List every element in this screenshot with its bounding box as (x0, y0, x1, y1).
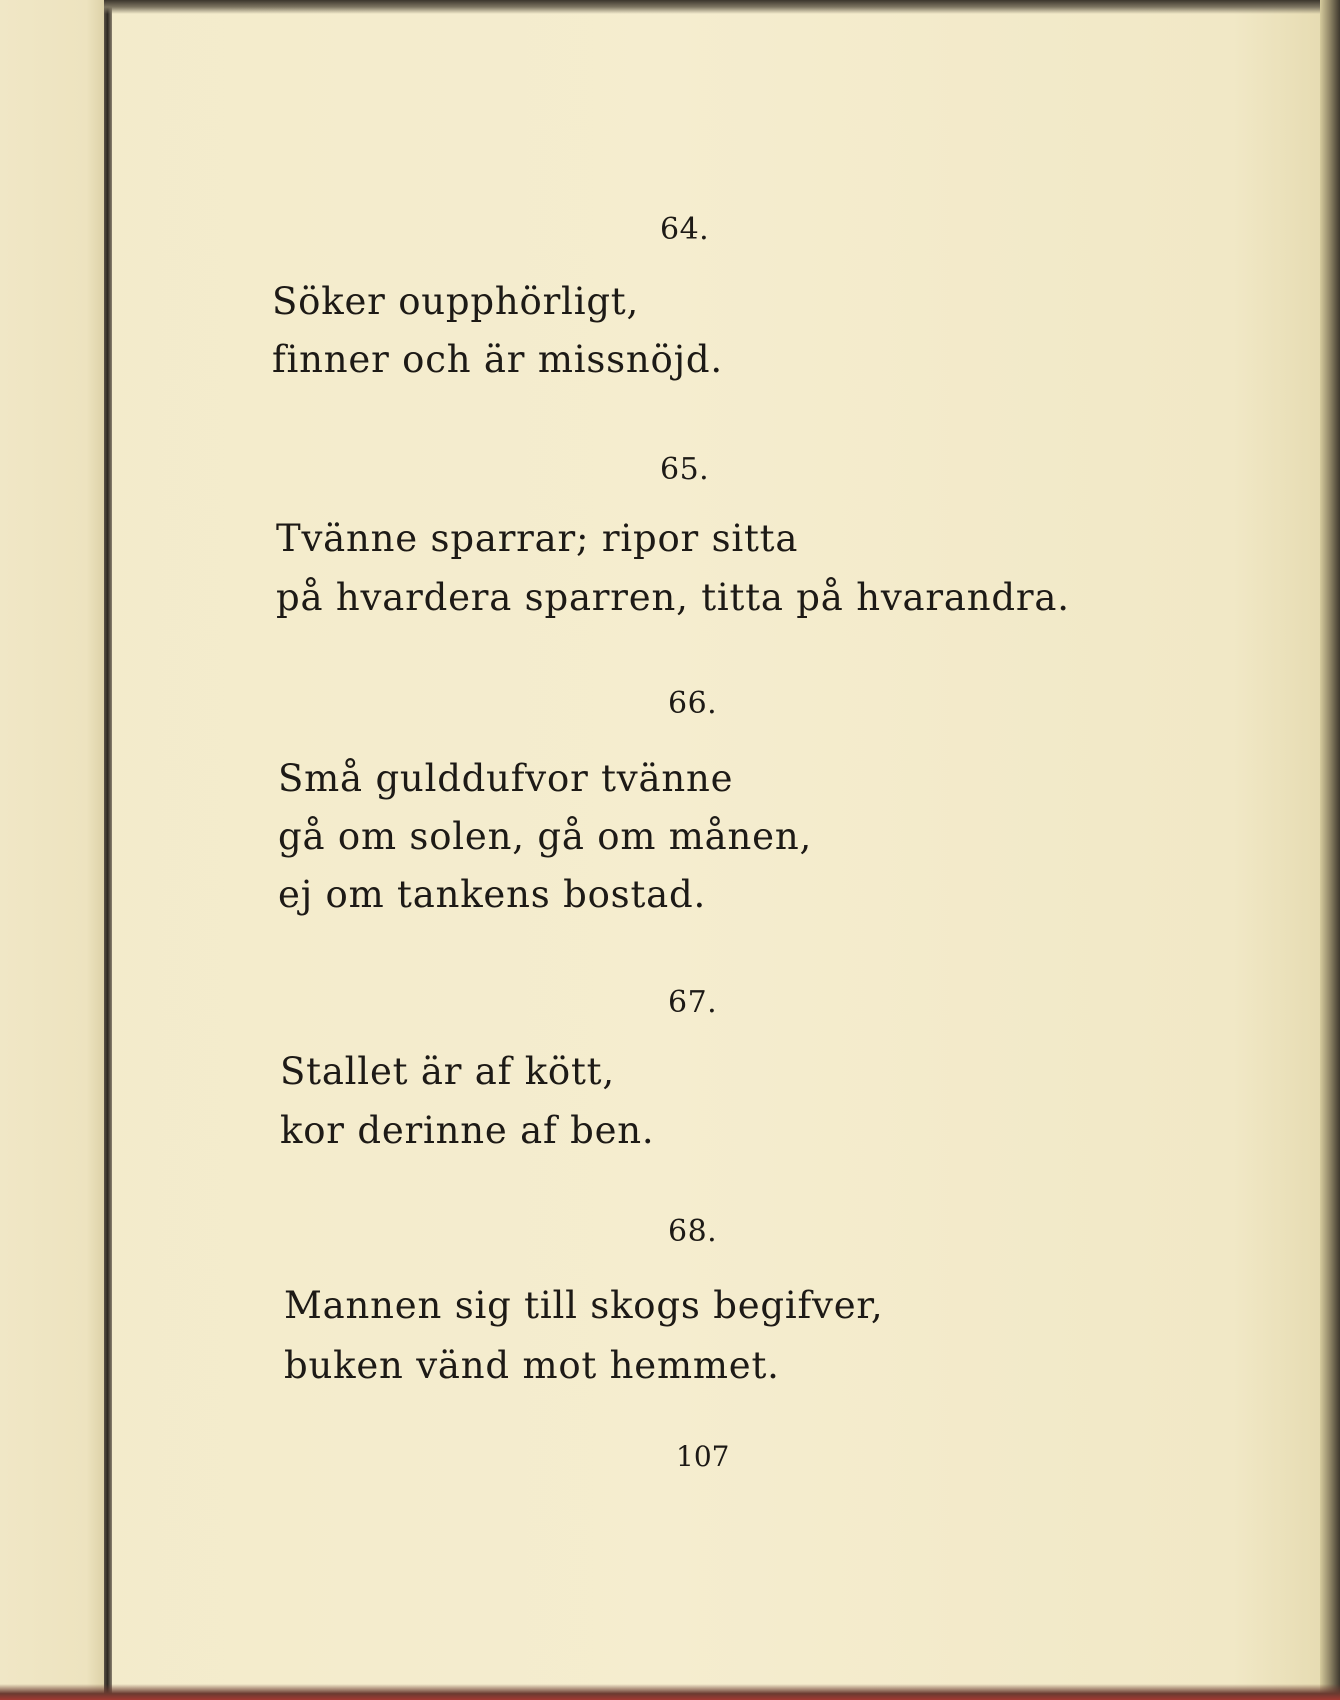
riddle-line: Tvänne sparrar; ripor sitta (276, 517, 799, 560)
riddle-line: finner och är missnöjd. (272, 338, 723, 381)
riddle-line: gå om solen, gå om månen, (278, 815, 813, 858)
riddle-number: 66. (668, 686, 718, 721)
riddle-line: kor derinne af ben. (280, 1109, 655, 1152)
riddle-line: på hvardera sparren, titta på hvarandra. (276, 576, 1070, 619)
riddle-number: 65. (660, 452, 710, 487)
riddle-line: Stallet är af kött, (280, 1050, 615, 1093)
riddle-line: ej om tankens bostad. (278, 873, 707, 916)
riddle-number: 68. (668, 1214, 718, 1249)
riddle-line: Söker oupphörligt, (272, 280, 640, 323)
riddle-number: 64. (660, 212, 710, 247)
page-number: 107 (676, 1440, 730, 1473)
riddle-line: buken vänd mot hemmet. (284, 1344, 780, 1387)
riddle-line: Små gulddufvor tvänne (278, 757, 734, 800)
riddle-number: 67. (668, 985, 718, 1020)
riddle-line: Mannen sig till skogs begifver, (284, 1284, 884, 1327)
